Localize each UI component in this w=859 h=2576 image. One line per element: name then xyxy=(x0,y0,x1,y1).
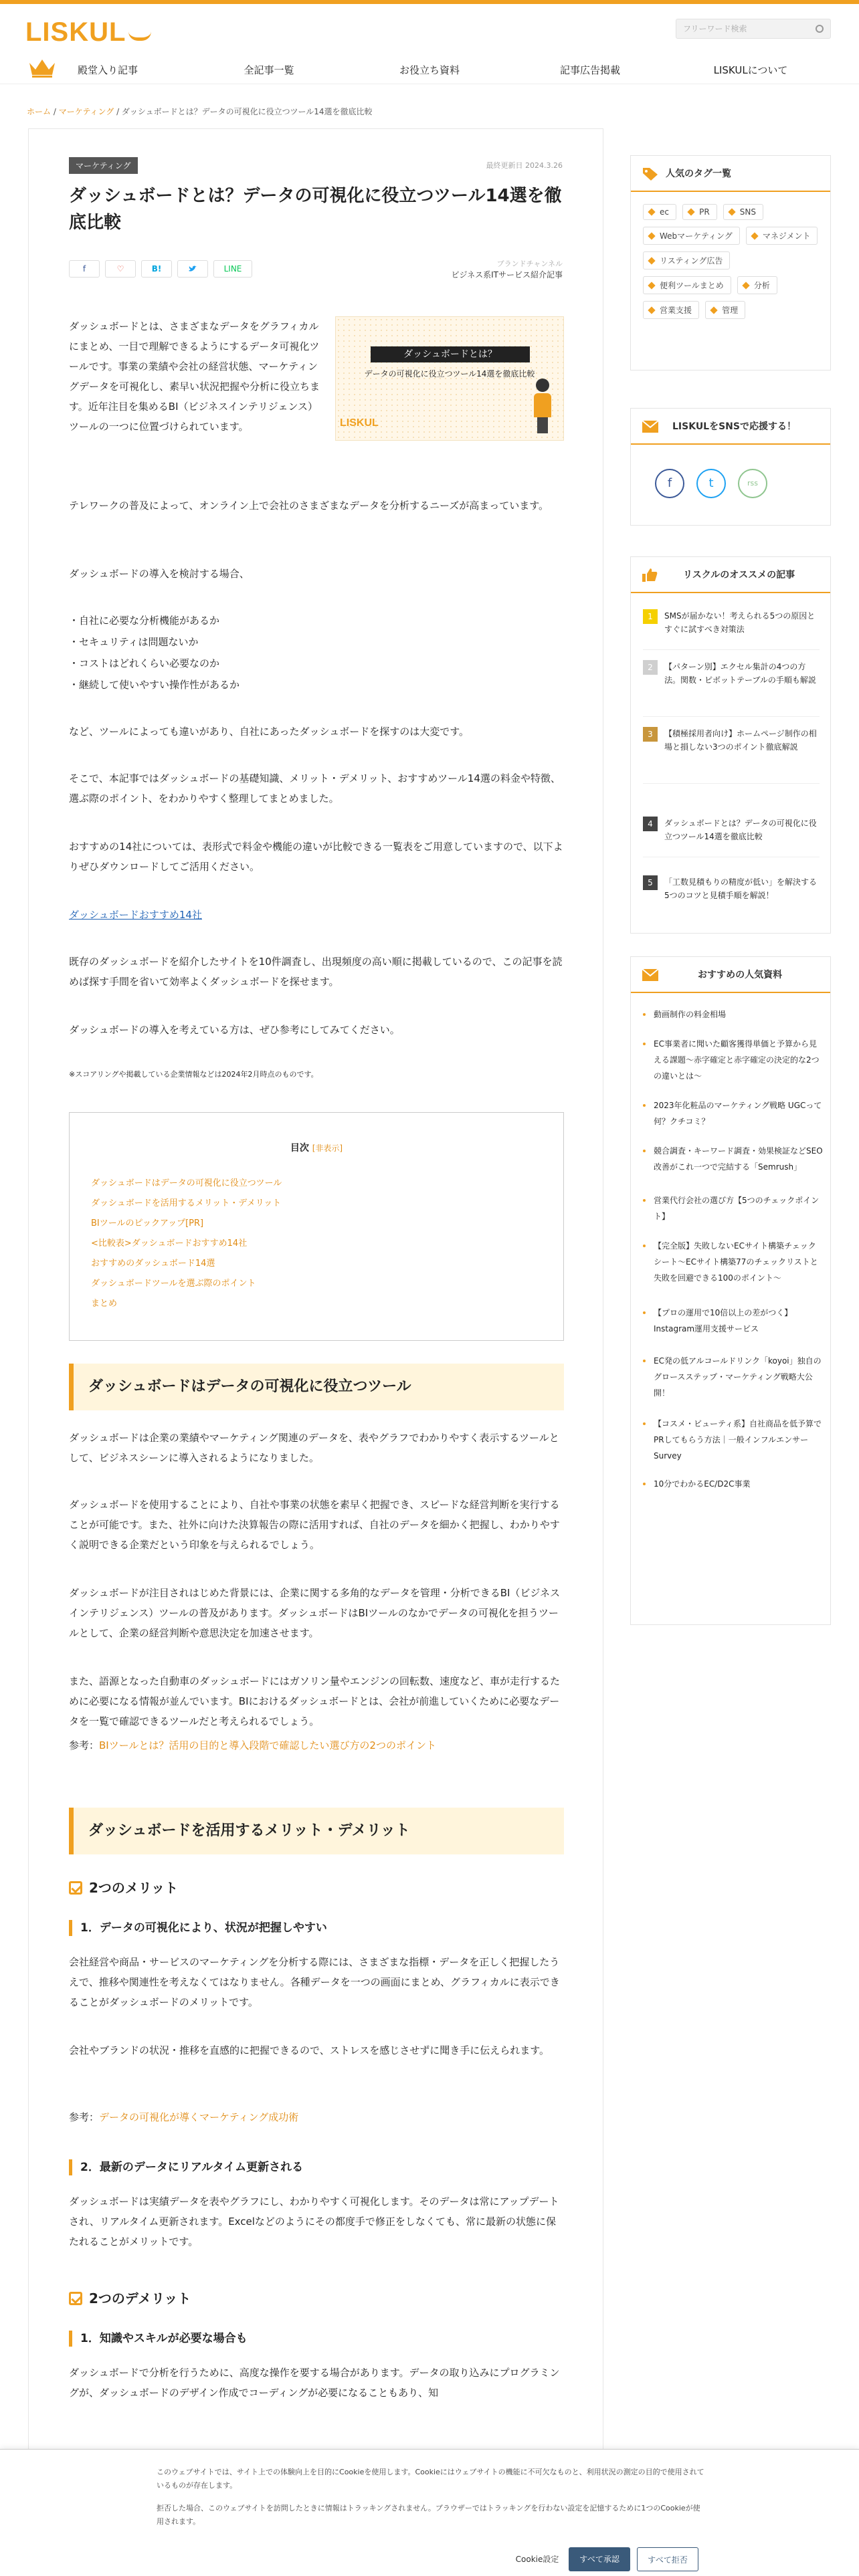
tag-item[interactable]: マネジメント xyxy=(746,227,818,245)
bullet-item: ・コストはどれくらい必要なのか xyxy=(69,657,220,669)
rank-badge: 2 xyxy=(643,660,658,675)
tag-item[interactable]: 営業支援 xyxy=(643,301,699,319)
logo-wave-icon xyxy=(128,31,151,41)
resource-item[interactable]: 10分でわかるEC/D2C事業 xyxy=(643,1476,824,1492)
point-heading: 1．データの可視化により、状況が把握しやすい xyxy=(69,1920,327,1936)
search-input[interactable]: フリーワード検索 xyxy=(676,19,831,39)
category-badge[interactable]: マーケティング xyxy=(69,157,138,174)
hero-logo: LISKUL xyxy=(340,417,379,429)
nav-hall-of-fame[interactable]: 殿堂入り記事 xyxy=(77,64,138,76)
paragraph: ダッシュボードの導入を考えている方は、ぜひ参考にしてみてください。 xyxy=(69,1024,400,1036)
breadcrumb: ホーム / マーケティング / ダッシュボードとは？データの可視化に役立つツール14選を徹底比較 xyxy=(27,107,373,116)
paragraph: おすすめの14社については、表形式で料金や機能の違いが比較できる一覧表をご用意していますので、以下よりぜひダウンロードしてご活用ください。 xyxy=(69,841,563,873)
person-illustration xyxy=(531,379,554,435)
ranking-item[interactable]: 2 【パターン別】エクセル集計の4つの方法。関数・ピボットテーブルの手順も解説 xyxy=(643,660,820,687)
breadcrumb-marketing[interactable]: マーケティング xyxy=(58,107,114,116)
rss-follow-button[interactable]: rss xyxy=(738,469,767,498)
search-icon[interactable] xyxy=(816,25,824,33)
note: ※スコアリングや掲載している企業情報などは2024年2月時点のものです。 xyxy=(69,1070,318,1079)
tag-item[interactable]: 便利ツールまとめ xyxy=(643,276,731,294)
reference-link[interactable]: BIツールとは？活用の目的と導入段階で確認したい選び方の2つのポイント xyxy=(99,1739,436,1751)
widget-title: リスクルのオススメの記事 xyxy=(631,557,830,593)
tag-list xyxy=(643,204,824,326)
ranking-widget xyxy=(630,556,831,934)
checkbox-icon xyxy=(69,1881,82,1895)
page-title: ダッシュボードとは？データの可視化に役立つツール14選を徹底比較 xyxy=(69,186,562,233)
cookie-message: 拒否した場合、このウェブサイトを訪問したときに情報はトラッキングされません。ブラウザーではトラッキングを行わない設定を記憶するために1つのCookieが使用されます。 xyxy=(157,2504,700,2526)
rank-badge: 3 xyxy=(643,727,658,742)
pocket-share-button[interactable]: ♡ xyxy=(105,260,136,278)
paragraph: ダッシュボードの導入を検討する場合、 xyxy=(69,568,250,580)
table-of-contents xyxy=(69,1112,564,1341)
resource-item[interactable]: EC発の低アルコールドリンク「koyoi」独自のグロースステップ・マーケティング戦略大公開！ xyxy=(643,1353,824,1401)
global-nav xyxy=(0,55,859,84)
ranking-item[interactable]: 1 SMSが届かない！考えられる5つの原因とすぐに試すべき対策法 xyxy=(643,609,820,636)
site-header xyxy=(0,4,859,84)
resource-item[interactable]: 営業代行会社の選び方【5つのチェックポイント】 xyxy=(643,1192,824,1224)
reference: 参考：データの可視化が導くマーケティング成功術 xyxy=(69,2111,299,2123)
download-link[interactable]: ダッシュボードおすすめ14社 xyxy=(69,909,202,921)
breadcrumb-home[interactable]: ホーム xyxy=(27,107,52,116)
divider xyxy=(643,716,820,717)
hero-image xyxy=(335,316,564,441)
resource-item[interactable]: 2023年化粧品のマーケティング戦略 UGCって何？クチコミ？ xyxy=(643,1097,824,1130)
bullet-item: ・自社に必要な分析機能があるか xyxy=(69,615,220,627)
paragraph: ダッシュボードが注目されはじめた背景には、企業に関する多角的なデータを管理・分析できるBI（ビジネスインテリジェンス）ツールの普及があります。ダッシュボードはBIツールのなかでデータの可視化を担うツールとして、企業の経営判断や意思決定を加速させます。 xyxy=(69,1587,560,1639)
author-name[interactable]: ビジネス系ITサービス紹介記事 xyxy=(451,270,563,280)
resource-item[interactable]: 【コスメ・ビューティ系】自社商品を低予算でPRしてもらう方法｜一般インフルエンサーSurvey xyxy=(643,1416,824,1464)
resource-item[interactable]: 競合調査・キーワード調査・効果検証などSEO改善がこれ一つで完結する「Semrush」 xyxy=(643,1143,824,1175)
thumbs-up-icon xyxy=(642,568,658,582)
mail-icon xyxy=(642,420,659,433)
resource-item[interactable]: 【完全版】失敗しないECサイト構築チェックシート〜ECサイト構築77のチェックリストと失敗を回避できる100のポイント〜 xyxy=(643,1238,824,1286)
paragraph: ダッシュボードは実績データを表やグラフにし、わかりやすく可視化します。そのデータは常にアップデートされ、リアルタイム更新されます。Excelなどのようにその都度手で修正をしなくても、常に最新の状態に保たれることがメリットです。 xyxy=(69,2195,559,2248)
mail-icon xyxy=(642,968,659,982)
tag-item[interactable]: 管理 xyxy=(705,301,745,319)
twitter-follow-button[interactable]: t xyxy=(696,469,726,498)
crown-icon xyxy=(28,58,56,78)
toc-item[interactable]: BIツールのピックアップ[PR] xyxy=(91,1218,204,1228)
reference: 参考：BIツールとは？活用の目的と導入段階で確認したい選び方の2つのポイント xyxy=(69,1739,436,1751)
line-share-button[interactable]: LINE xyxy=(213,260,252,278)
intro-paragraph: ダッシュボードとは、さまざまなデータをグラフィカルにまとめ、一目で理解できるようにするデータ可視化ツールです。事業の業績や会社の経営状態、マーケティングデータを可視化し、素早い状況把握や分析に役立ちます。近年注目を集めるBI（ビジネスインテリジェンス）ツールの一つに位置づけられています。 xyxy=(69,320,320,433)
ranking-item[interactable]: 3 【積極採用者向け】ホームページ制作の相場と損しない3つのポイント徹底解説 xyxy=(643,727,820,754)
twitter-share-button[interactable] xyxy=(177,260,208,278)
section-heading: ダッシュボードはデータの可視化に役立つツール xyxy=(69,1364,564,1410)
nav-advertise[interactable]: 記事広告掲載 xyxy=(559,64,621,76)
cookie-message: このウェブサイトでは、サイト上での体験向上を目的にCookieを使用します。Cookieにはウェブサイトの機能に不可欠なものと、利用状況の測定の目的で使用されているものが存在します。 xyxy=(157,2468,704,2490)
paragraph: テレワークの普及によって、オンライン上で会社のさまざまなデータを分析するニーズが高まっています。 xyxy=(69,500,549,512)
author-label: ブランドチャンネル xyxy=(496,259,563,268)
facebook-share-button[interactable]: f xyxy=(69,260,100,278)
toc-item[interactable]: まとめ xyxy=(91,1299,118,1309)
breadcrumb-current: ダッシュボードとは？データの可視化に役立つツール14選を徹底比較 xyxy=(121,107,373,116)
nav-about[interactable]: LISKULについて xyxy=(713,64,788,76)
reject-all-button[interactable]: すべて拒否 xyxy=(637,2547,698,2571)
reference-link[interactable]: データの可視化が導くマーケティング成功術 xyxy=(99,2111,299,2123)
subsection-heading: 2つのメリット xyxy=(69,1877,178,1897)
toc-item[interactable]: ダッシュボードツールを選ぶ際のポイント xyxy=(91,1279,256,1289)
widget-title: LISKULをSNSで応援する！ xyxy=(631,409,830,445)
toc-toggle[interactable]: [非表示] xyxy=(312,1144,343,1153)
resource-item[interactable]: 動画制作の料金相場 xyxy=(643,1006,824,1023)
divider xyxy=(643,783,820,784)
tags-widget xyxy=(630,155,831,370)
nav-resources[interactable]: お役立ち資料 xyxy=(399,64,460,76)
hero-subtitle: データの可視化に役立つツール14選を徹底比較 xyxy=(364,369,535,379)
download-link-line xyxy=(69,905,564,925)
point-heading: 2．最新のデータにリアルタイム更新される xyxy=(69,2159,303,2175)
toc-item[interactable]: ダッシュボードはデータの可視化に役立つツール xyxy=(91,1178,282,1188)
author-info xyxy=(451,259,563,280)
accept-all-button[interactable]: すべて承認 xyxy=(569,2547,630,2571)
toc-item[interactable]: おすすめのダッシュボード14選 xyxy=(91,1259,215,1269)
paragraph: そこで、本記事ではダッシュボードの基礎知識、メリット・デメリット、おすすめツール14選の料金や特徴、選ぶ際のポイント、をわかりやすく整理してまとめました。 xyxy=(69,772,561,804)
tag-item[interactable]: リスティング広告 xyxy=(643,251,730,270)
divider xyxy=(643,649,820,650)
updated-date: 最終更新日 2024.3.26 xyxy=(486,161,563,170)
cookie-banner xyxy=(0,2449,859,2576)
resource-item[interactable]: 【プロの運用で10倍以上の差がつく】Instagram運用支援サービス xyxy=(643,1305,824,1337)
tag-icon xyxy=(642,167,659,181)
tag-item[interactable]: Webマーケティング xyxy=(643,227,740,245)
rank-badge: 5 xyxy=(643,875,658,890)
resource-item[interactable]: EC事業者に聞いた顧客獲得単価と予算から見える課題〜赤字確定と赤字確定の決定的な2つの違いとは〜 xyxy=(643,1036,824,1084)
hatena-share-button[interactable]: B! xyxy=(141,260,172,278)
paragraph: ダッシュボードで分析を行うために、高度な操作を要する場合があります。データの取り込みにプログラミングが、ダッシュボードのデザイン作成でコーディングが必要になることもあり、知 xyxy=(69,2367,560,2399)
bullet-item: ・継続して使いやすい操作性があるか xyxy=(69,679,240,691)
tag-item[interactable]: ec xyxy=(643,204,676,220)
bullet-item: ・セキュリティは問題ないか xyxy=(69,636,199,648)
paragraph: また、語源となった自動車のダッシュボードにはガソリン量やエンジンの回転数、速度など、車が走行するために必要になる情報が並んでいます。BIにおけるダッシュボードとは、会社が前進していくために必要なデータを一覧で確認できるツールだと考えられるでしょう。 xyxy=(69,1675,560,1727)
tag-item[interactable]: SNS xyxy=(723,204,763,220)
paragraph: など、ツールによっても違いがあり、自社にあったダッシュボードを探すのは大変です。 xyxy=(69,726,470,738)
tag-item[interactable]: PR xyxy=(682,204,717,220)
paragraph: 会社やブランドの状況・推移を直感的に把握できるので、ストレスを感じさせずに聞き手に伝えられます。 xyxy=(69,2044,550,2056)
toc-title: 目次 [非表示] xyxy=(290,1143,343,1154)
paragraph: ダッシュボードを使用することにより、自社や事業の状態を素早く把握でき、スピードな経営判断を実行することが可能です。また、社外に向けた決算報告の際に活用すれば、自社のデータを細かく把握し、わかりやすく説明できる企業だという印象を与えられるでしょう。 xyxy=(69,1499,560,1551)
paragraph: 会社経営や商品・サービスのマーケティングを分析する際には、さまざまな指標・データを正しく把握したうえで、推移や関連性を考えなくてはなりません。各種データを一つの画面にまとめ、グラフィカルに表示できることがダッシュボードのメリットです。 xyxy=(69,1956,560,2008)
nav-all-articles[interactable]: 全記事一覧 xyxy=(244,64,294,76)
twitter-icon xyxy=(189,265,197,272)
share-buttons xyxy=(69,260,252,278)
site-logo[interactable]: LISKUL xyxy=(25,17,151,47)
cookie-settings-button[interactable]: Cookie設定 xyxy=(515,2555,559,2564)
rank-badge: 1 xyxy=(643,609,658,624)
paragraph: ダッシュボードは企業の業績やマーケティング関連のデータを、表やグラフでわかりやすく表示するツールとして、ビジネスシーンに導入されるようになりました。 xyxy=(69,1432,559,1464)
sns-widget xyxy=(630,408,831,526)
article-container xyxy=(28,128,603,2576)
section-heading: ダッシュボードを活用するメリット・デメリット xyxy=(69,1808,564,1854)
point-heading: 1．知識やスキルが必要な場合も xyxy=(69,2331,248,2347)
tag-item[interactable]: 分析 xyxy=(737,276,777,294)
popular-resources-widget xyxy=(630,956,831,1625)
toc-item[interactable]: <比較表>ダッシュボードおすすめ14社 xyxy=(91,1239,248,1249)
widget-title: 人気のタグ一覧 xyxy=(631,156,830,192)
ranking-item[interactable]: 4 ダッシュボードとは？データの可視化に役立つツール14選を徹底比較 xyxy=(643,817,820,843)
ranking-item[interactable]: 5 「工数見積もりの精度が低い」を解決する5つのコツと見積手順を解説！ xyxy=(643,875,820,902)
widget-title: おすすめの人気資料 xyxy=(631,957,830,993)
hero-band: ダッシュボードとは？ xyxy=(371,346,530,362)
subsection-heading: 2つのデメリット xyxy=(69,2288,191,2307)
paragraph: 既存のダッシュボードを紹介したサイトを10件調査し、出現頻度の高い順に掲載しているので、この記事を読めば探す手間を省いて効率よくダッシュボードを探せます。 xyxy=(69,956,563,988)
rank-badge: 4 xyxy=(643,817,658,831)
facebook-follow-button[interactable]: f xyxy=(655,469,684,498)
checkbox-icon xyxy=(69,2292,82,2305)
toc-item[interactable]: ダッシュボードを活用するメリット・デメリット xyxy=(91,1198,282,1208)
